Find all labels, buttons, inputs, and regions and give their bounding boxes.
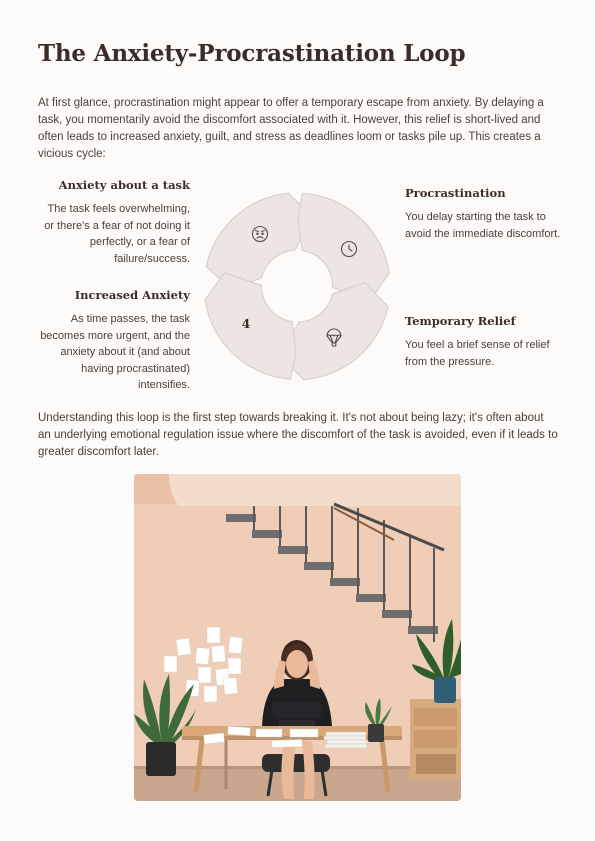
step-3-title: Temporary Relief [405, 314, 516, 328]
step-4-marker: 4 [241, 317, 251, 331]
cycle-segment-4 [205, 273, 296, 380]
cycle-segment-3 [280, 283, 388, 380]
illustration-photo [134, 474, 461, 801]
step-2-title: Procrastination [405, 186, 506, 200]
step-2-text: You delay starting the task to avoid the immediate discomfort. [405, 211, 561, 240]
cycle-diagram [200, 189, 394, 383]
intro-paragraph: At first glance, procrastination might appear to offer a temporary escape from anxiety. By delaying a task, you momentarily avoid the discomfort associated with it. However, this relief is short-lived and often leads to increased anxiety, guilt, and stress as deadlines loom or tasks pile up. This creates a vicious cycle: [38, 97, 544, 160]
step-3-text: You feel a brief sense of relief from the pressure. [405, 339, 550, 368]
cycle-segment-2 [298, 193, 389, 300]
step-4-text: As time passes, the task becomes more urgent, and the anxiety about it (and about having procrastinated) intensifies. [40, 313, 190, 391]
step-4-title: Increased Anxiety [74, 288, 190, 302]
page-title: The Anxiety-Procrastination Loop [38, 40, 466, 67]
closing-paragraph: Understanding this loop is the first step towards breaking it. It's not about being lazy; it's often about an underlying emotional regulation issue where the discomfort of the task is avoided, even if it leads to greater discomfort later. [38, 412, 558, 458]
step-1-title: Anxiety about a task [58, 178, 190, 192]
step-1-text: The task feels overwhelming, or there's a fear of not doing it perfectly, or a fear of failure/success. [44, 203, 190, 265]
